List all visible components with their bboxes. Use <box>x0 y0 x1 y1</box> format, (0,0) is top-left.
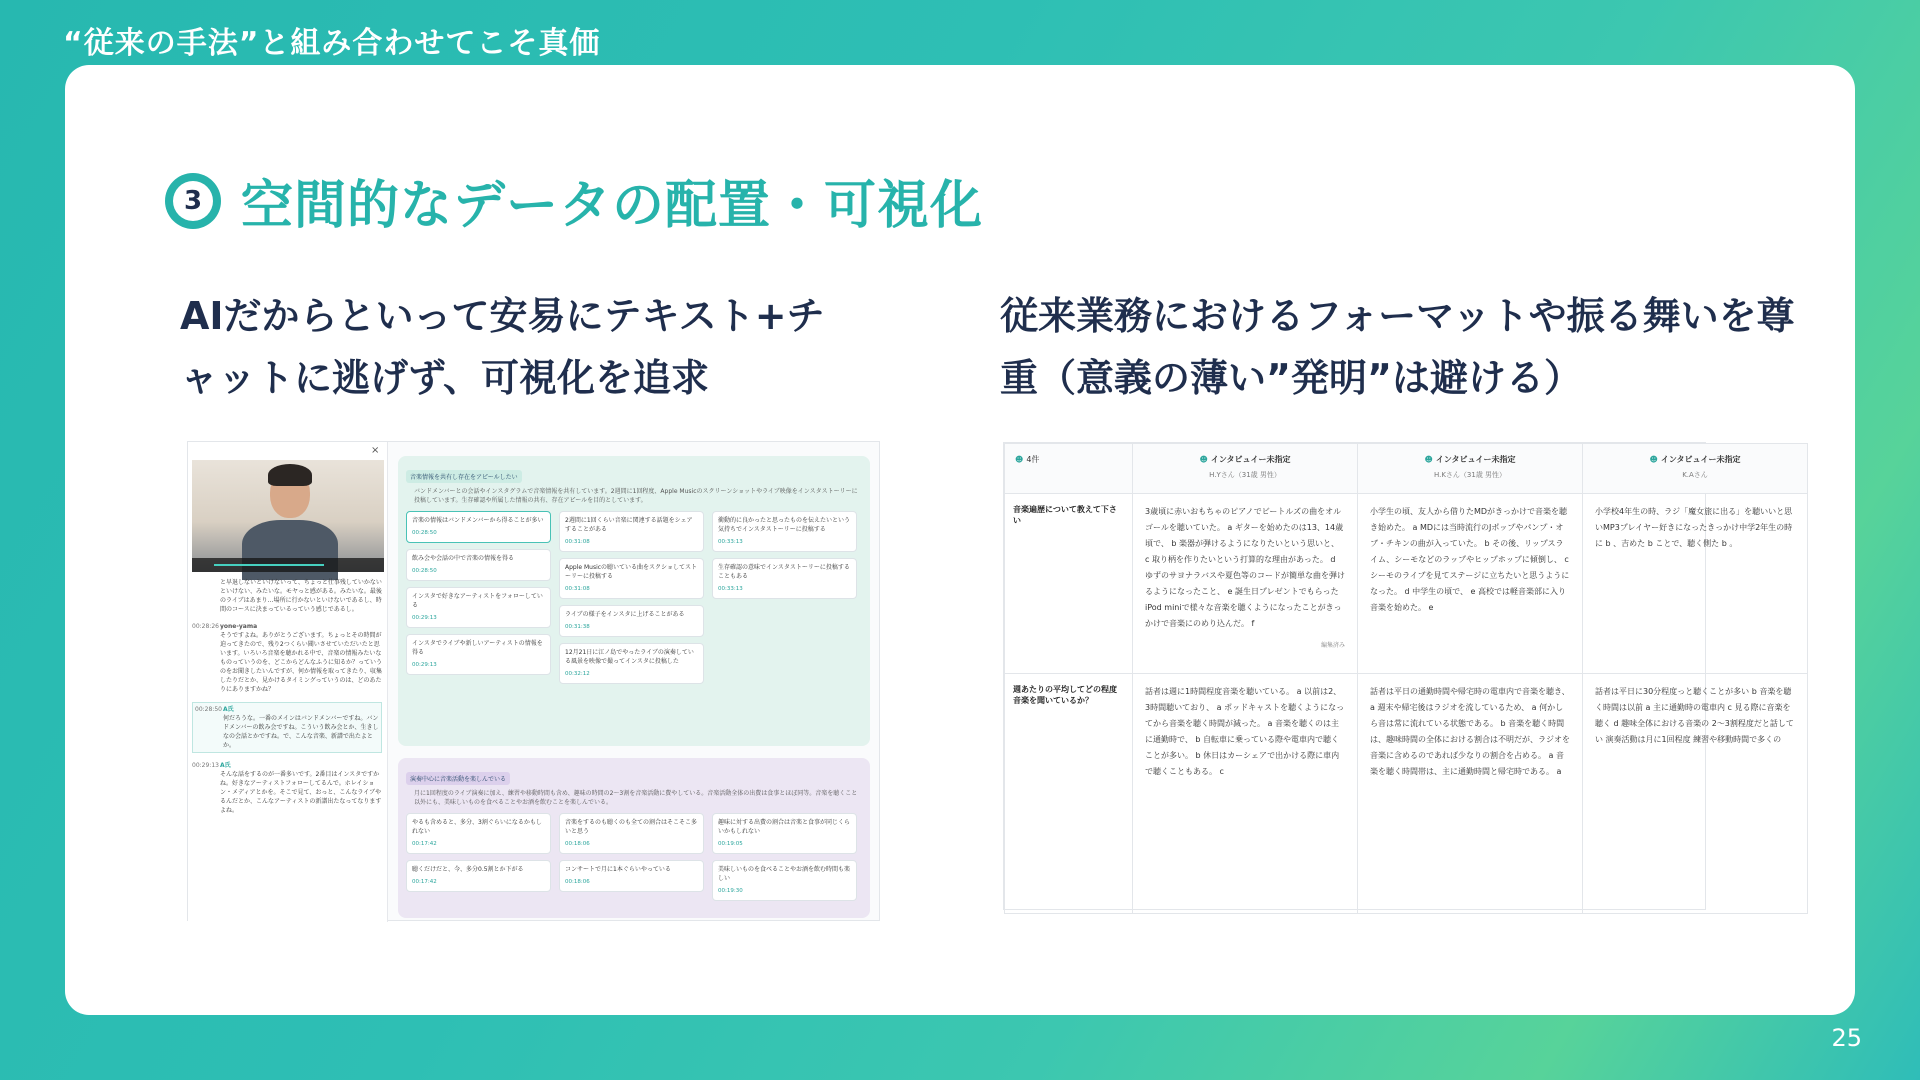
answer-cell[interactable]: 小学生の頃、友人から借りたMDがきっかけで音楽を聴き始めた。 a MDには当時流行のJポップやパンプ・オブ・チキンの曲が入っていた。 b その後、リップスライム、シーモなどのラップやヒップホップに傾倒し、 c シーモのライブを見てステージに立ちたいと思うようになった。 d 中学生の頃で、 e 高校では軽音楽部に入り音楽を始めた。 e <box>1358 494 1583 674</box>
note-timestamp[interactable]: 00:17:42 <box>412 841 437 847</box>
transcript-text: そうですよね。ありがとうございます。ちょっとその時間が迫ってきたので、残り2つくらい聞いさせていただいたと思います。いろいろ音楽を聴かれる中で、音楽の情報みたいなものっていうのを、どこからどんなふうに知るか？っていうのをお聞きしたいんですが、何か情報を取ってきたり、収集したりだとか、見かけるタイミングっていうのは、どのあたりにありますかね？ <box>220 632 383 693</box>
transcript-time: 00:28:50 <box>195 706 222 713</box>
note-text: 12月21日に江ノ島でやったライブの演奏している風景を映像で撮ってインスタに投稿した <box>565 649 694 665</box>
video-controls[interactable] <box>192 558 384 572</box>
note-text: 衝動的に良かったと思ったものを伝えたいという気持ちでインスタストーリーに投稿する <box>718 517 851 533</box>
sticky-note[interactable] <box>406 860 551 892</box>
transcript-text: そんな話をするのが一番多いです。2番目はインスタですかね。好きなアーティストフォローしてるんで。ホレイション・メディアとかを。そこで見て、おっと、こんなライブやるんだとか、こんなアーティストの新譜出たなってなりますよね。 <box>220 771 382 814</box>
transcript-speaker: A氏 <box>220 762 231 769</box>
record-count: 4件 <box>1026 455 1040 464</box>
answer-cell[interactable]: 話者は週に1時間程度音楽を聴いている。 a 以前は2、3時間聴いており、 a ポッドキャストを聴くようになってから音楽を聴く時間が減った。 a 音楽を聴くのは主に通勤時で、 b 自転車に乗っている際や電車内で聴くことが多い。 b 休日はカーシェアで出かける際に車内で聴くこともある。 c <box>1133 674 1358 914</box>
interview-matrix-table <box>1004 443 1808 914</box>
answer-cell[interactable] <box>1133 494 1358 674</box>
affinity-board-screenshot <box>187 441 880 921</box>
person-icon: ☻ <box>1424 455 1433 464</box>
question-cell: 音楽遍歴について教えて下さい <box>1005 494 1133 674</box>
right-point-text: 従来業務におけるフォーマットや振る舞いを尊重（意義の薄い”発明”は避ける） <box>1000 294 1795 400</box>
note-text: 飲み会や会話の中で音楽の情報を得る <box>412 555 515 562</box>
interviewee-name: K.Aさん <box>1682 471 1708 479</box>
edited-label: 編集済み <box>1320 642 1345 649</box>
interview-video[interactable] <box>192 460 384 572</box>
note-timestamp[interactable]: 00:33:13 <box>718 586 743 592</box>
sticky-note[interactable] <box>712 860 857 901</box>
number-badge-label: 3 <box>173 181 213 221</box>
interviewee-name: H.Yさん（31歳 男性） <box>1209 471 1281 479</box>
note-text: 趣味に対する出費の割合は音楽と食事が同じくらいかもしれない <box>718 819 851 835</box>
note-column <box>712 813 857 901</box>
answer-cell[interactable]: 話者は平日に30分程度っと聴くことが多い b 音楽を聴く時間は以前 a 主に通勤時の電車内 c 見る際に音楽を聴く d 趣味全体における音楽の 2〜3割程度だと話してい 演奏活動は月に1回程度 練習や移動時間で多くの <box>1583 674 1808 914</box>
group-description: バンドメンバーとの会話やインスタグラムで音楽情報を共有しています。2週間に1回程度、Apple Musicのスクリーンショットやライブ映像をインスタストーリーに投稿しています。生存確認や所属した情報の共有、存在アピールを目的としています。 <box>414 488 858 504</box>
interviewee-label: インタビュイー未指定 <box>1435 455 1516 464</box>
note-text: 音楽の情報はバンドメンバーから得ることが多い <box>412 517 544 524</box>
note-text: コンサートで月に1本ぐらいやっている <box>565 866 671 873</box>
person-icon: ☻ <box>1015 455 1024 464</box>
sticky-note[interactable] <box>712 558 857 599</box>
sticky-note[interactable] <box>406 813 551 854</box>
answer-cell[interactable]: 話者は平日の通勤時間や帰宅時の電車内で音楽を聴き、 a 週末や帰宅後はラジオを流しているため、 a 何かしら音は常に流れている状態である。 b 音楽を聴く時間は、趣味時間の全体における割合は不明だが、ラジオを音楽に含めるのであれば少なりの割合を占める。 a 音楽を聴く時間帯は、主に通勤時間と帰宅時である。 a <box>1358 674 1583 914</box>
note-timestamp[interactable]: 00:31:38 <box>565 624 590 630</box>
group-description: 月に1回程度のライブ演奏に加え、練習や移動時間も含め、趣味の時間の2〜3割を音楽活動に費やしている。音楽活動全体の出費は食事とほぼ同等。音楽を聴くこと以外にも、美味しいものを食べることやお酒を飲むことを楽しんでいる。 <box>414 790 858 806</box>
interviewee-header[interactable] <box>1133 444 1358 494</box>
note-timestamp[interactable]: 00:31:08 <box>565 539 590 545</box>
transcript-row[interactable] <box>192 761 382 815</box>
note-text: 生存確認の意味でインスタストーリーに投稿することもある <box>718 564 850 580</box>
affinity-board <box>398 456 870 930</box>
transcript-speaker: yone-yama <box>220 623 258 630</box>
note-text: インスタで好きなアーティストをフォローしている <box>412 593 543 609</box>
note-timestamp[interactable]: 00:32:12 <box>565 671 590 677</box>
transcript-list <box>192 578 382 823</box>
note-group-purple[interactable] <box>398 758 870 918</box>
note-column <box>406 813 551 901</box>
table-row <box>1005 494 1808 674</box>
close-icon[interactable]: × <box>371 445 380 456</box>
video-progress-track[interactable] <box>214 564 324 566</box>
transcript-time <box>192 578 216 614</box>
note-timestamp[interactable]: 00:19:30 <box>718 888 743 894</box>
sticky-note[interactable] <box>406 549 551 581</box>
transcript-row-active[interactable] <box>192 702 382 753</box>
transcript-text: と早退しないといけないって、ちょっと仕事残していかないといけない、みたいな。モヤっと感がある。みたいな。最後のライブはあまり…場所に行かないといけないであるし、時間のコースに決まっているっていう感じであるし。 <box>220 579 382 613</box>
note-text: 美味しいものを食べることやお酒を飲む時間も楽しい <box>718 866 851 882</box>
note-timestamp[interactable]: 00:18:06 <box>565 879 590 885</box>
transcript-row[interactable] <box>192 578 382 614</box>
slide-card <box>65 65 1855 1015</box>
slide-heading <box>165 163 983 238</box>
note-column <box>712 511 857 684</box>
transcript-speaker: A氏 <box>223 706 234 713</box>
sticky-note[interactable] <box>406 634 551 675</box>
page-number: 25 <box>1831 1024 1862 1052</box>
note-timestamp[interactable]: 00:28:50 <box>412 568 437 574</box>
transcript-time: 00:28:26 <box>192 623 219 630</box>
note-column <box>559 813 704 901</box>
table-row <box>1005 674 1808 914</box>
table-header-row <box>1005 444 1808 494</box>
sticky-note[interactable] <box>712 511 857 552</box>
note-text: インスタでライブや新しいアーティストの情報を得る <box>412 640 543 656</box>
sticky-note[interactable] <box>559 643 704 684</box>
answer-cell[interactable]: 小学校4年生の時、ラジ「魔女旅に出る」を聴いいと思いMP3プレイヤー好きになったきっかけ中学2年生の時に b 、吉めた b ことで、聴く側た b 。 <box>1583 494 1808 674</box>
left-point-text: AIだからといって安易にテキスト+チャットに逃げず、可視化を追求 <box>180 294 825 400</box>
interview-table-screenshot <box>1003 442 1794 910</box>
sticky-note[interactable] <box>406 587 551 628</box>
answer-text: 3歳頃に赤いおもちゃのピアノでビートルズの曲をオルゴールを聴いていた。 a ギターを始めたのは13、14歳頃で、 b 楽器が弾けるようになりたいという思いと、 c 取り柄を作りたいという打算的な理由があった。 d ゆずのサヨナラバスや夏色等のコードが簡単な曲を弾けるようになったこと、 e 誕生日プレゼントでもらったiPod miniで様々な音楽を聴くようになったことがきっかけで音楽にのめり込んだ。 f <box>1145 507 1345 628</box>
sticky-note[interactable] <box>712 813 857 854</box>
note-column <box>559 511 704 684</box>
interviewee-header[interactable] <box>1358 444 1583 494</box>
person-icon: ☻ <box>1649 455 1658 464</box>
person-icon: ☻ <box>1199 455 1208 464</box>
note-timestamp[interactable]: 00:33:13 <box>718 539 743 545</box>
note-text: 音楽をするのも聴くのも全ての割合はそこそこ多いと思う <box>565 819 698 835</box>
note-timestamp[interactable]: 00:18:06 <box>565 841 590 847</box>
sticky-note[interactable] <box>406 511 551 543</box>
interviewee-label: インタビュイー未指定 <box>1210 455 1291 464</box>
interviewee-name: H.Kさん（31歳 男性） <box>1433 471 1507 479</box>
group-title[interactable]: 演奏中心に音楽活動を楽しんでいる <box>406 772 510 785</box>
transcript-row[interactable] <box>192 622 382 694</box>
note-timestamp[interactable]: 00:29:13 <box>412 662 437 668</box>
sticky-note[interactable] <box>559 605 704 637</box>
group-title[interactable]: 音楽情報を共有し存在をアピールしたい <box>406 470 522 483</box>
heading-text: 空間的なデータの配置・可視化 <box>241 176 984 236</box>
note-group-green[interactable] <box>398 456 870 746</box>
number-badge <box>165 173 221 229</box>
note-timestamp[interactable]: 00:17:42 <box>412 879 437 885</box>
sticky-note[interactable] <box>559 813 704 854</box>
note-text: やるも含めると、多分、3割ぐらいになるかもしれない <box>412 819 542 835</box>
transcript-text: 何だろうな。一番のメインはバンドメンバーですね。バンドメンバーの飲み会ですね。こういう飲み会とか、生きしなの会話とかですね。で、こんな音楽、新譜で出たよとか。 <box>223 715 379 749</box>
note-timestamp[interactable]: 00:19:05 <box>718 841 743 847</box>
question-cell: 週あたりの平均してどの程度音楽を聞いているか？ <box>1005 674 1133 914</box>
transcript-panel <box>188 442 388 922</box>
slide-section-title: “従来の手法”と組み合わせてこそ真価 <box>63 26 601 61</box>
sticky-note[interactable] <box>559 558 704 599</box>
transcript-time: 00:29:13 <box>192 762 219 769</box>
record-count-cell <box>1005 444 1133 494</box>
note-timestamp[interactable]: 00:29:13 <box>412 615 437 621</box>
note-timestamp[interactable]: 00:28:50 <box>412 530 437 536</box>
interviewee-label: インタビュイー未指定 <box>1660 455 1741 464</box>
note-column <box>406 511 551 684</box>
note-text: ライブの様子をインスタに上げることがある <box>565 611 685 618</box>
sticky-note[interactable] <box>559 511 704 552</box>
note-text: Apple Musicの聴いている曲をスクショしてストーリーに投稿する <box>565 564 697 580</box>
sticky-note[interactable] <box>559 860 704 892</box>
note-text: 2週間に1回くらい音楽に関連する話題をシェアすることがある <box>565 517 693 533</box>
interviewee-header[interactable] <box>1583 444 1808 494</box>
note-text: 聴くだけだと、今、多分0.5割とか下がる <box>412 866 524 873</box>
note-timestamp[interactable]: 00:31:08 <box>565 586 590 592</box>
video-person-hair <box>268 464 312 486</box>
